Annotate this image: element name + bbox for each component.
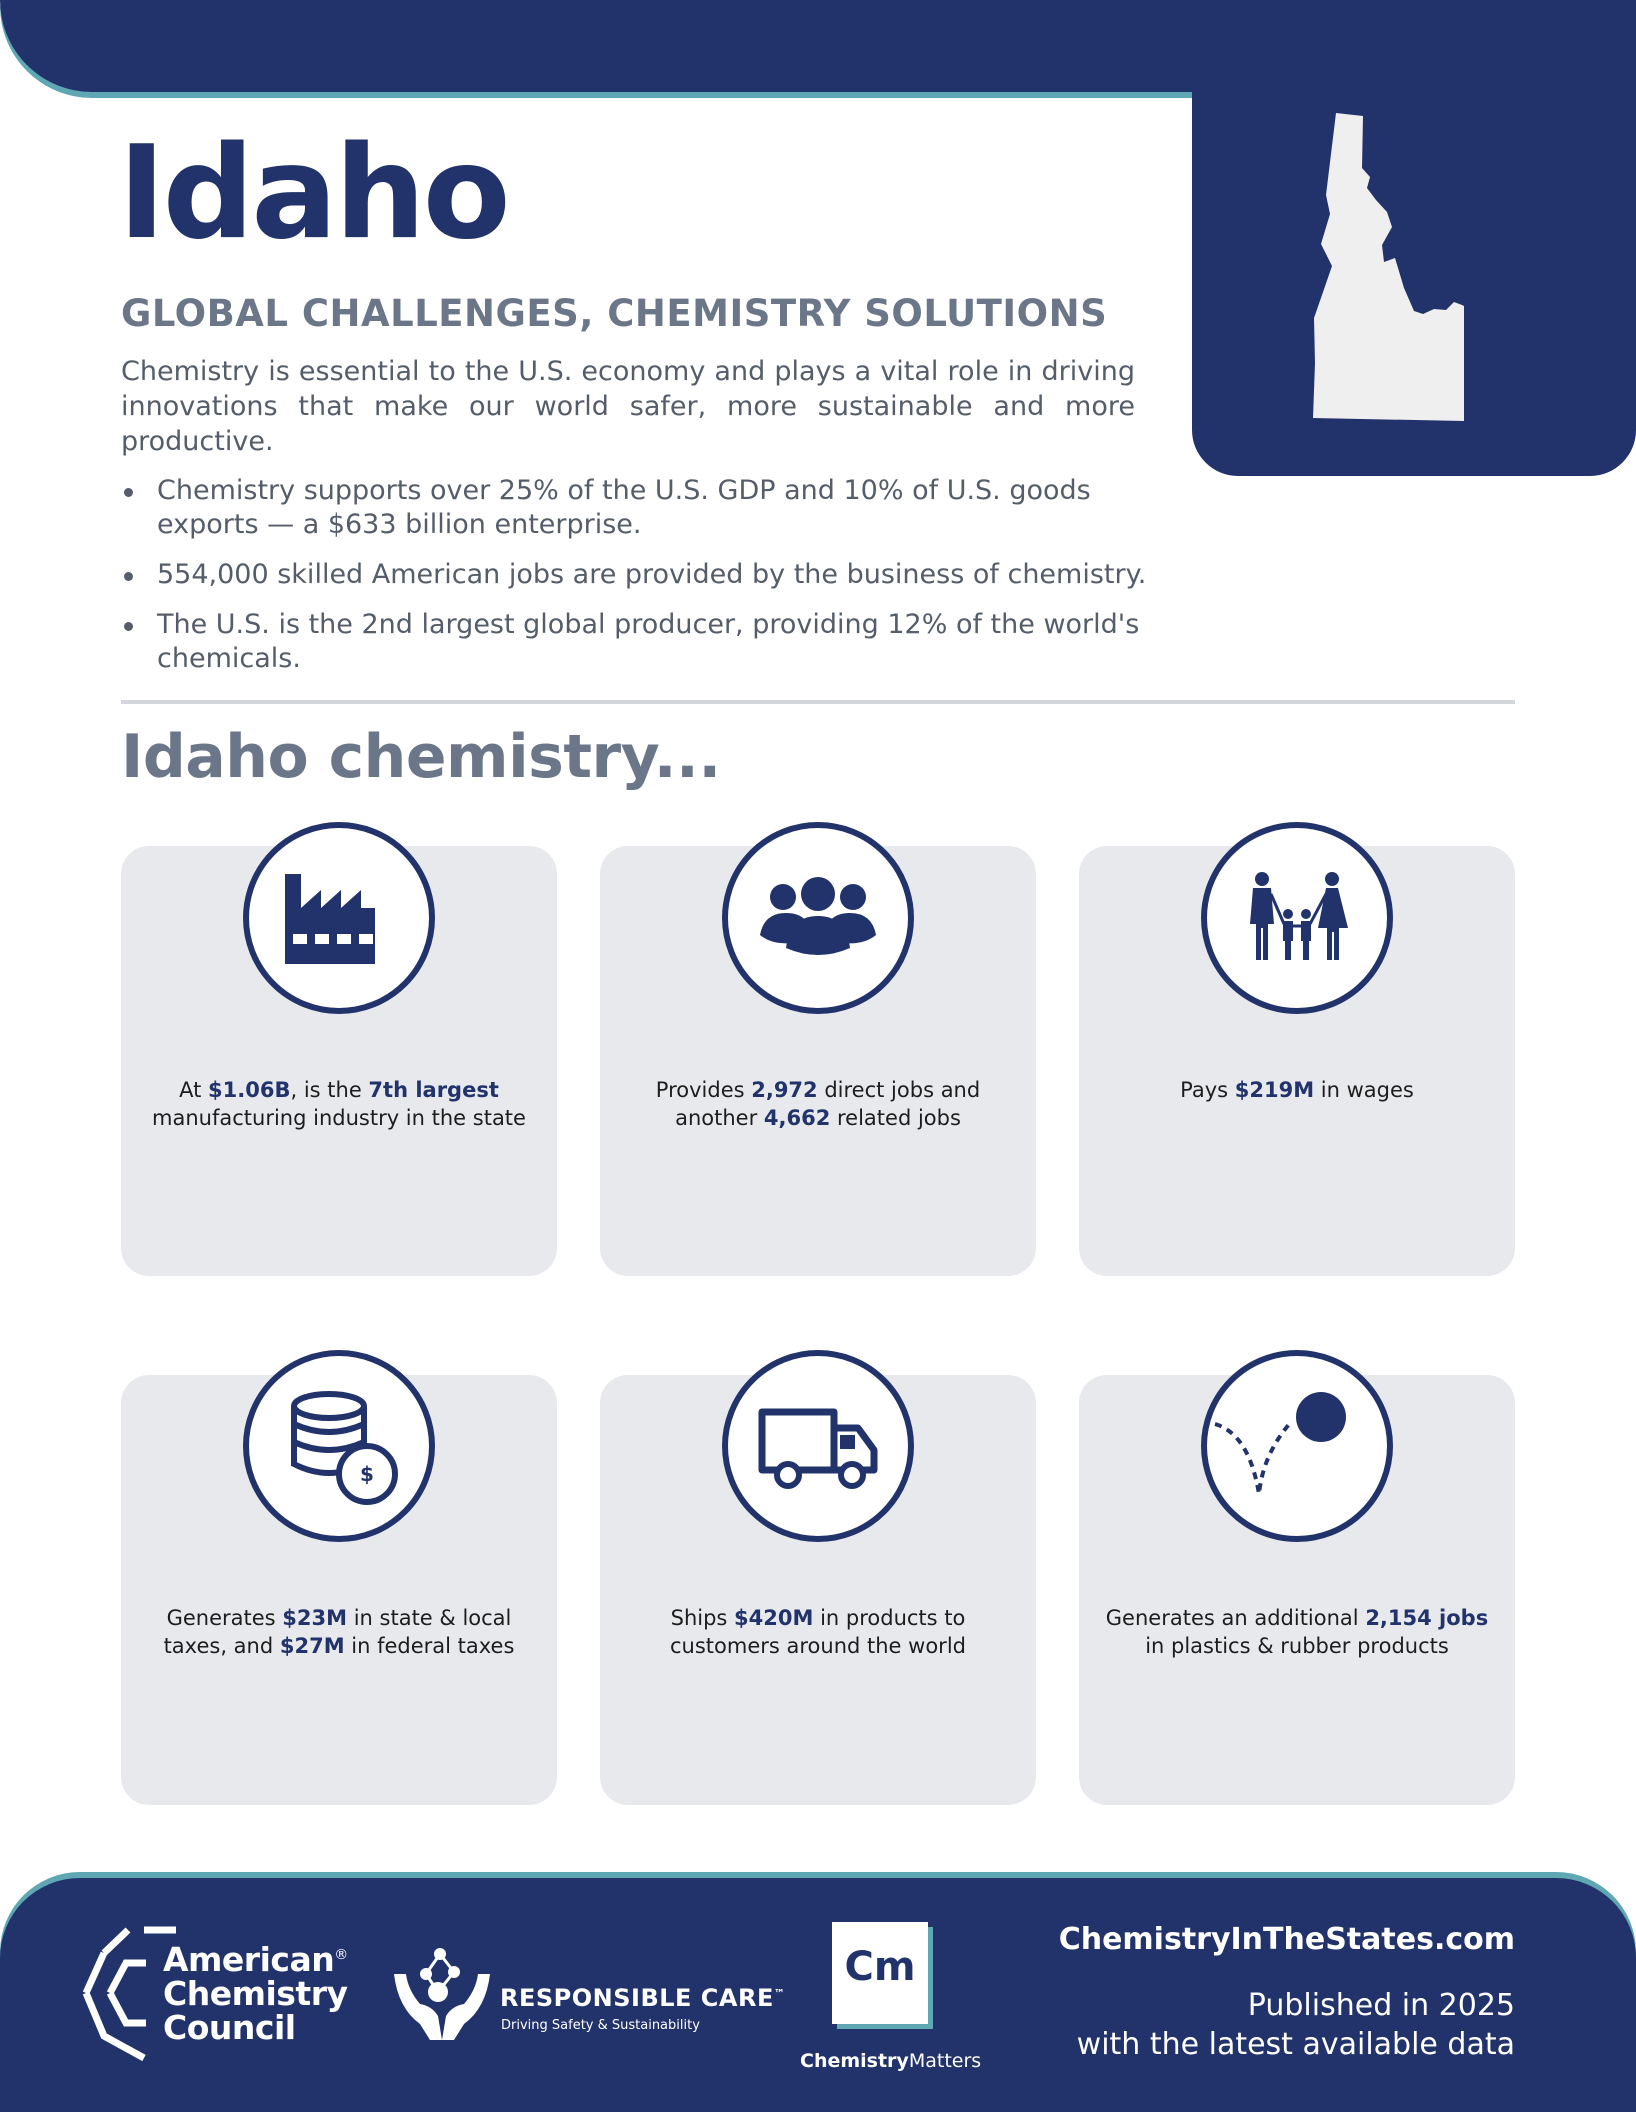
state-panel [1192, 60, 1636, 476]
responsible-care-name: RESPONSIBLE CARE™ [500, 1984, 786, 2012]
bullet-icon [124, 488, 133, 497]
icon-circle [722, 1350, 914, 1542]
stat-value: 2,972 [751, 1078, 818, 1102]
fact-list [121, 474, 1161, 692]
responsible-care-hands-icon [390, 1940, 494, 2050]
icon-circle [722, 822, 914, 1014]
delivery-truck-icon [728, 1356, 908, 1536]
stat-value: 2,154 jobs [1365, 1606, 1489, 1630]
svg-text:$: $ [360, 1462, 374, 1486]
footer [0, 1878, 1636, 2112]
stat-card-text: Generates an additional 2,154 jobs in plastics & rubber products [1105, 1606, 1489, 1658]
stat-value: $420M [734, 1606, 814, 1630]
stat-value: $219M [1234, 1078, 1315, 1102]
website-link[interactable]: ChemistryInTheStates.com [1058, 1922, 1515, 1957]
chemistry-matters-logo [832, 1922, 928, 2024]
published-note: Published in 2025 with the latest available data [1076, 1988, 1515, 2062]
factory-icon [249, 828, 429, 1008]
bouncing-ball-icon [1207, 1356, 1387, 1536]
family-icon [1207, 828, 1387, 1008]
stat-value: 4,662 [763, 1106, 831, 1130]
idaho-map-icon [1192, 60, 1636, 476]
stat-value: $23M [282, 1606, 348, 1630]
stat-value: $27M [279, 1634, 345, 1658]
list-item [121, 474, 1161, 542]
stat-card-text: At $1.06B, is the 7th largest manufacturing industry in the state [152, 1078, 526, 1130]
section-divider [121, 700, 1515, 704]
cm-element-symbol: Cm [844, 1944, 916, 1990]
stat-value: $1.06B [208, 1078, 291, 1102]
stat-card-text: Generates $23M in state & local taxes, and $27M in federal taxes [163, 1606, 515, 1658]
icon-circle [1201, 822, 1393, 1014]
page-subtitle: GLOBAL CHALLENGES, CHEMISTRY SOLUTIONS [121, 292, 1108, 335]
acc-logo-text: American® Chemistry Council [163, 1940, 348, 2047]
coins-icon [249, 1356, 429, 1536]
stat-card-text: Pays $219M in wages [1180, 1078, 1414, 1102]
chemistry-matters-label: ChemistryMatters [800, 2050, 982, 2072]
list-item [121, 608, 1161, 676]
section-heading: Idaho chemistry... [121, 722, 721, 792]
list-item-text: The U.S. is the 2nd largest global producer, providing 12% of the world's chemicals. [157, 609, 1140, 674]
list-item-text: Chemistry supports over 25% of the U.S. GDP and 10% of U.S. goods exports — a $633 billion enterprise. [157, 475, 1091, 540]
stat-card-text: Provides 2,972 direct jobs and another 4,662 related jobs [655, 1078, 981, 1130]
stat-rank: 7th largest [368, 1078, 499, 1102]
icon-circle [243, 1350, 435, 1542]
page-title: Idaho [118, 119, 508, 268]
stat-card-text: Ships $420M in products to customers around the world [670, 1606, 966, 1658]
icon-circle [243, 822, 435, 1014]
responsible-care-tagline: Driving Safety & Sustainability [501, 2018, 700, 2033]
bullet-icon [124, 622, 133, 631]
list-item-text: 554,000 skilled American jobs are provided by the business of chemistry. [157, 559, 1147, 590]
people-group-icon [728, 828, 908, 1008]
bullet-icon [124, 572, 133, 581]
icon-circle [1201, 1350, 1393, 1542]
intro-paragraph: Chemistry is essential to the U.S. economy and plays a vital role in driving innovations that make our world safer, more sustainable and more productive. [121, 356, 1135, 457]
list-item [121, 558, 1161, 592]
